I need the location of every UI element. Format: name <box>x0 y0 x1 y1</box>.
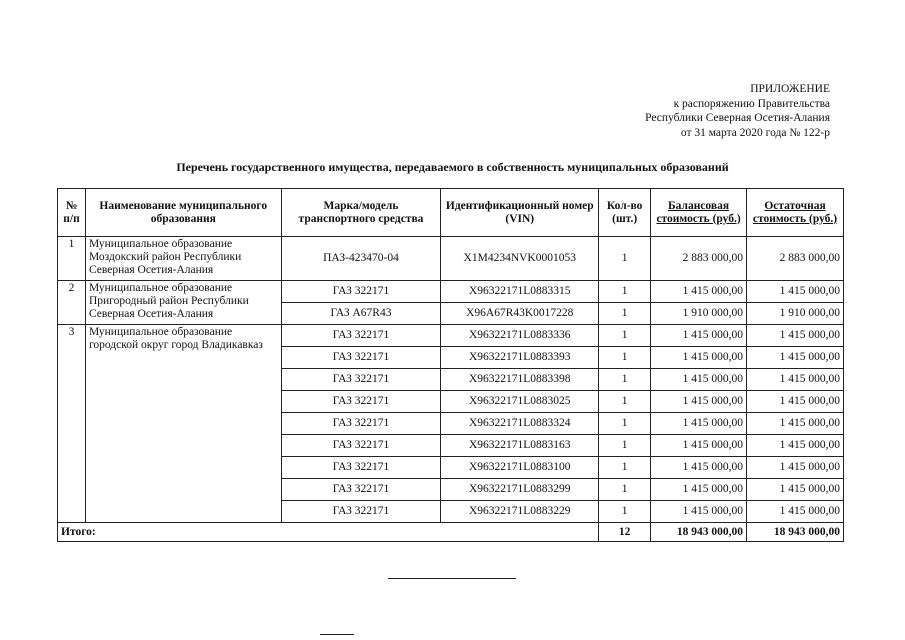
appendix-republic-line: Республики Северная Осетия-Алания <box>645 112 830 124</box>
col-header-org: Наименование муниципального образования <box>85 189 281 237</box>
row-vin: Х96322171L0883324 <box>441 413 599 435</box>
row-model: ГАЗ 322171 <box>281 391 441 413</box>
row-vin: Х96322171L0883336 <box>441 325 599 347</box>
row-balance: 1 415 000,00 <box>651 435 747 457</box>
row-residual: 2 883 000,00 <box>747 237 844 281</box>
row-model: ГАЗ А67R43 <box>281 303 441 325</box>
row-qty: 1 <box>599 435 651 457</box>
row-model: ПАЗ-423470-04 <box>281 237 441 281</box>
total-residual: 18 943 000,00 <box>747 523 844 542</box>
total-row <box>58 523 844 542</box>
row-model: ГАЗ 322171 <box>281 369 441 391</box>
row-qty: 1 <box>599 501 651 523</box>
row-model: ГАЗ 322171 <box>281 281 441 303</box>
row-residual: 1 415 000,00 <box>747 281 844 303</box>
appendix-ref-line: к распоряжению Правительства <box>673 97 830 110</box>
total-qty: 12 <box>599 523 651 542</box>
col-header-model: Марка/модель транспортного средства <box>281 189 441 237</box>
row-balance: 1 910 000,00 <box>651 303 747 325</box>
row-balance: 1 415 000,00 <box>651 369 747 391</box>
row-vin: Х96322171L0883315 <box>441 281 599 303</box>
appendix-header <box>560 82 830 140</box>
row-qty: 1 <box>599 457 651 479</box>
row-qty: 1 <box>599 479 651 501</box>
signature-divider <box>388 578 516 579</box>
col-header-vin: Идентификационный номер (VIN) <box>441 189 599 237</box>
row-residual: 1 415 000,00 <box>747 413 844 435</box>
row-residual: 1 415 000,00 <box>747 479 844 501</box>
row-residual: 1 415 000,00 <box>747 369 844 391</box>
row-qty: 1 <box>599 347 651 369</box>
table-row <box>58 325 844 347</box>
row-residual: 1 415 000,00 <box>747 435 844 457</box>
row-vin: Х96322171L0883100 <box>441 457 599 479</box>
row-model: ГАЗ 322171 <box>281 347 441 369</box>
row-vin: Х1М4234NVK0001053 <box>441 237 599 281</box>
row-qty: 1 <box>599 303 651 325</box>
row-vin: Х96322171L0883163 <box>441 435 599 457</box>
table-row <box>58 237 844 281</box>
row-qty: 1 <box>599 237 651 281</box>
col-header-qty: Кол-во (шт.) <box>599 189 651 237</box>
appendix-label: ПРИЛОЖЕНИЕ <box>750 83 830 95</box>
row-vin: Х96322171L0883398 <box>441 369 599 391</box>
total-label: Итого: <box>58 523 599 542</box>
property-table <box>57 188 844 542</box>
row-qty: 1 <box>599 391 651 413</box>
total-balance: 18 943 000,00 <box>651 523 747 542</box>
row-org: Муниципальное образование городской округ город Владикавказ <box>85 325 281 523</box>
row-qty: 1 <box>599 369 651 391</box>
row-balance: 1 415 000,00 <box>651 391 747 413</box>
row-vin: Х96322171L0883393 <box>441 347 599 369</box>
document-title: Перечень государственного имущества, передаваемого в собственность муниципальных образований <box>176 160 729 174</box>
row-balance: 1 415 000,00 <box>651 457 747 479</box>
row-residual: 1 910 000,00 <box>747 303 844 325</box>
row-qty: 1 <box>599 281 651 303</box>
row-model: ГАЗ 322171 <box>281 413 441 435</box>
row-residual: 1 415 000,00 <box>747 325 844 347</box>
col-header-residual: Остаточная стоимость (руб.) <box>747 189 844 237</box>
appendix-date-line: от 31 марта 2020 года № 122-р <box>680 126 830 139</box>
row-model: ГАЗ 322171 <box>281 457 441 479</box>
row-vin: Х96А67R43K0017228 <box>441 303 599 325</box>
row-qty: 1 <box>599 325 651 347</box>
row-model: ГАЗ 322171 <box>281 325 441 347</box>
row-vin: Х96322171L0883229 <box>441 501 599 523</box>
row-org: Муниципальное образование Моздокский район Республики Северная Осетия-Алания <box>85 237 281 281</box>
row-balance: 2 883 000,00 <box>651 237 747 281</box>
table-header-row <box>58 189 844 237</box>
row-residual: 1 415 000,00 <box>747 391 844 413</box>
row-balance: 1 415 000,00 <box>651 479 747 501</box>
col-header-balance: Балансовая стоимость (руб.) <box>651 189 747 237</box>
row-model: ГАЗ 322171 <box>281 479 441 501</box>
row-residual: 1 415 000,00 <box>747 501 844 523</box>
row-balance: 1 415 000,00 <box>651 347 747 369</box>
col-header-num: № п/п <box>58 189 86 237</box>
row-balance: 1 415 000,00 <box>651 325 747 347</box>
row-balance: 1 415 000,00 <box>651 501 747 523</box>
row-qty: 1 <box>599 413 651 435</box>
row-vin: Х96322171L0883025 <box>441 391 599 413</box>
row-balance: 1 415 000,00 <box>651 281 747 303</box>
footer-divider <box>320 634 354 635</box>
row-balance: 1 415 000,00 <box>651 413 747 435</box>
row-vin: Х96322171L0883299 <box>441 479 599 501</box>
row-num: 1 <box>58 237 86 281</box>
row-num: 2 <box>58 281 86 325</box>
row-org: Муниципальное образование Пригородный район Республики Северная Осетия-Алания <box>85 281 281 325</box>
row-model: ГАЗ 322171 <box>281 435 441 457</box>
row-residual: 1 415 000,00 <box>747 457 844 479</box>
row-residual: 1 415 000,00 <box>747 347 844 369</box>
row-model: ГАЗ 322171 <box>281 501 441 523</box>
table-row <box>58 281 844 303</box>
row-num: 3 <box>58 325 86 523</box>
